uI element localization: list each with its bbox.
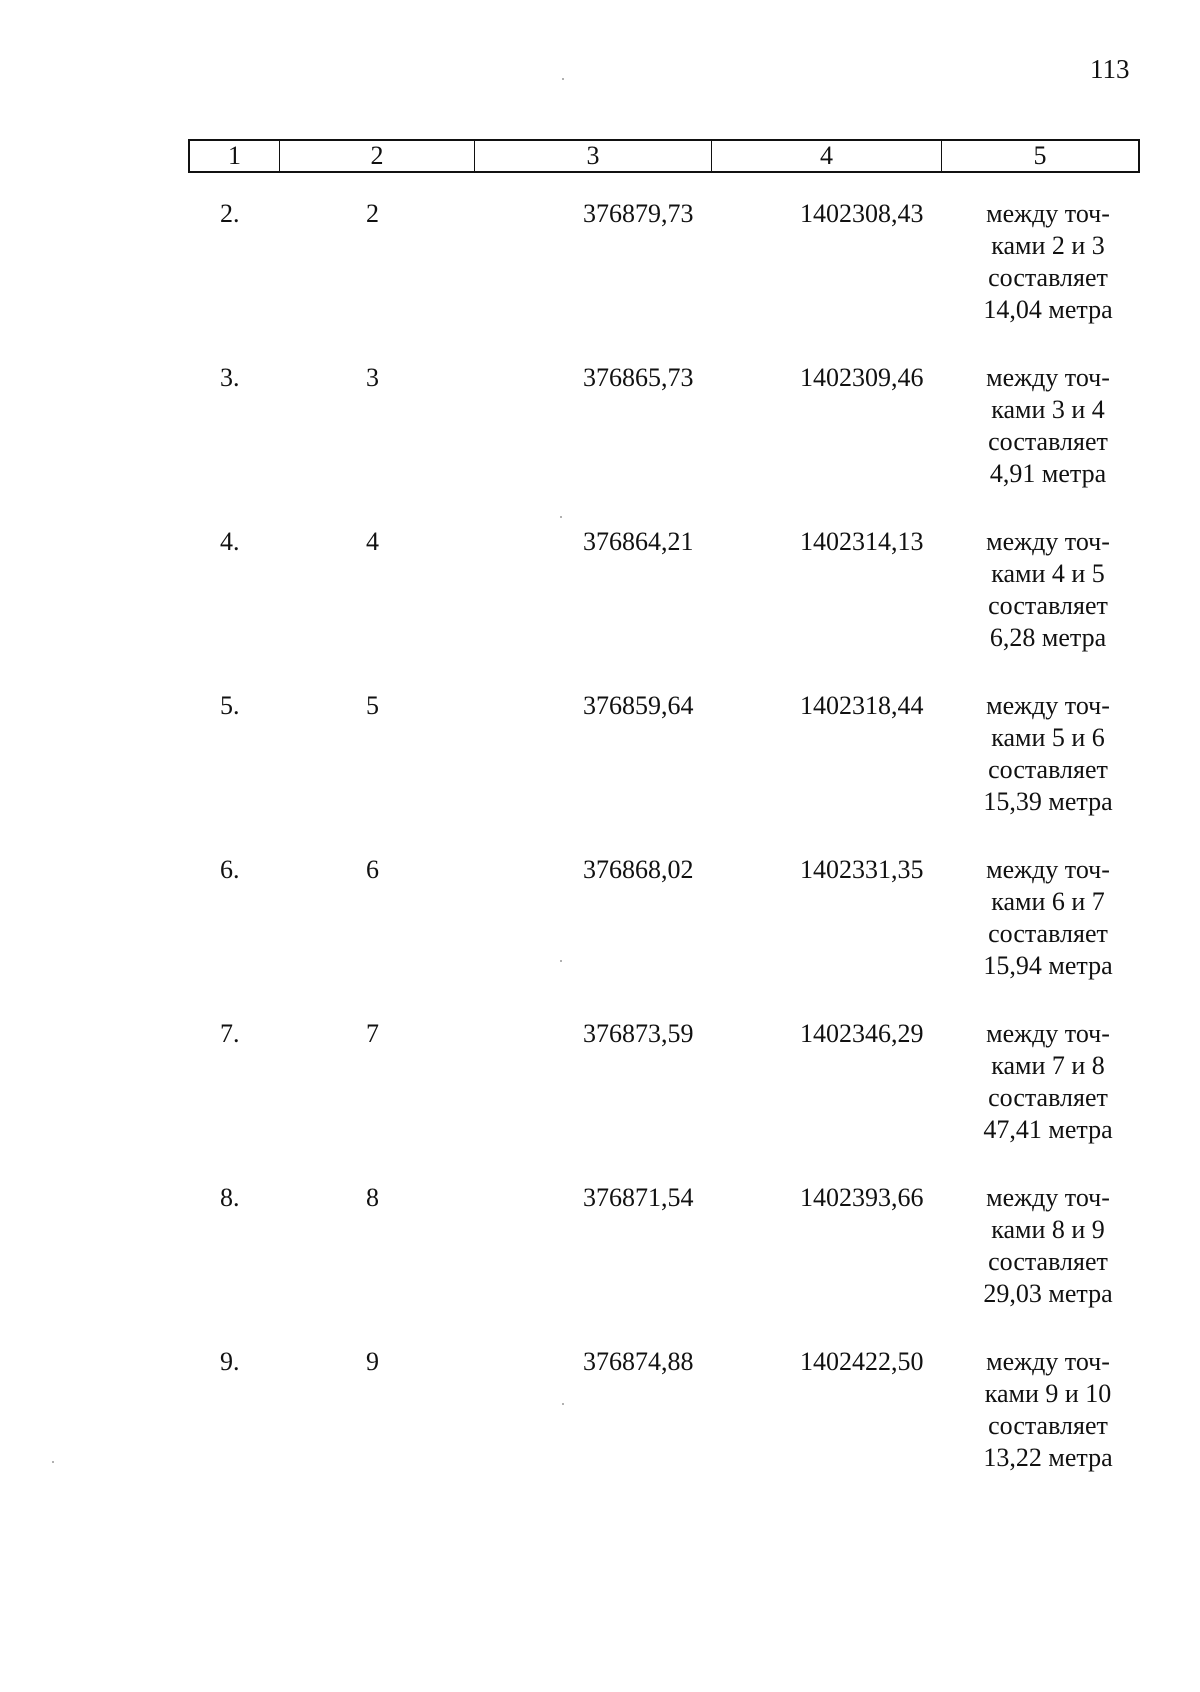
distance-description xyxy=(958,362,1138,490)
desc-line: 4,91 метра xyxy=(989,459,1107,488)
desc-line: между точ- xyxy=(986,363,1110,392)
desc-line: 15,39 метра xyxy=(983,787,1113,816)
desc-line: составляет xyxy=(988,1411,1108,1440)
row-number: 2. xyxy=(220,199,240,228)
coordinate-x: 376874,88 xyxy=(583,1347,694,1376)
row-number: 4. xyxy=(220,527,240,556)
point-number: 2 xyxy=(366,199,379,228)
desc-line: между точ- xyxy=(986,1347,1110,1376)
distance-description xyxy=(958,198,1138,326)
table-row xyxy=(188,1018,1140,1182)
scan-speck xyxy=(562,1403,564,1405)
coordinate-y: 1402314,13 xyxy=(800,527,924,556)
table-row xyxy=(188,854,1140,1018)
distance-description xyxy=(958,1182,1138,1310)
desc-line: составляет xyxy=(988,1083,1108,1112)
desc-line: между точ- xyxy=(986,1183,1110,1212)
desc-line: составляет xyxy=(988,919,1108,948)
desc-line: составляет xyxy=(988,427,1108,456)
coordinate-y: 1402308,43 xyxy=(800,199,924,228)
table-body xyxy=(188,198,1140,1510)
scan-speck xyxy=(562,78,564,80)
coordinate-x: 376865,73 xyxy=(583,363,694,392)
coordinate-x: 376859,64 xyxy=(583,691,694,720)
desc-line: ками 3 и 4 xyxy=(991,395,1105,424)
desc-line: между точ- xyxy=(986,199,1110,228)
coordinate-x: 376868,02 xyxy=(583,855,694,884)
coordinate-y: 1402393,66 xyxy=(800,1183,924,1212)
desc-line: 6,28 метра xyxy=(989,623,1107,652)
table-row xyxy=(188,1182,1140,1346)
distance-description xyxy=(958,1346,1138,1474)
header-cell-3: 3 xyxy=(475,141,712,171)
distance-description xyxy=(958,1018,1138,1146)
table-header xyxy=(188,139,1140,173)
desc-line: составляет xyxy=(988,263,1108,292)
coordinate-x: 376879,73 xyxy=(583,199,694,228)
desc-line: ками 4 и 5 xyxy=(991,559,1105,588)
point-number: 9 xyxy=(366,1347,379,1376)
desc-line: 29,03 метра xyxy=(983,1279,1113,1308)
coordinate-x: 376873,59 xyxy=(583,1019,694,1048)
coordinate-x: 376871,54 xyxy=(583,1183,694,1212)
distance-description xyxy=(958,854,1138,982)
point-number: 8 xyxy=(366,1183,379,1212)
header-cell-1: 1 xyxy=(190,141,280,171)
scan-speck xyxy=(560,960,562,962)
header-cell-4: 4 xyxy=(712,141,942,171)
coordinate-y: 1402331,35 xyxy=(800,855,924,884)
point-number: 4 xyxy=(366,527,379,556)
row-number: 6. xyxy=(220,855,240,884)
point-number: 6 xyxy=(366,855,379,884)
desc-line: между точ- xyxy=(986,691,1110,720)
desc-line: составляет xyxy=(988,591,1108,620)
table-row xyxy=(188,526,1140,690)
desc-line: 47,41 метра xyxy=(983,1115,1113,1144)
point-number: 7 xyxy=(366,1019,379,1048)
distance-description xyxy=(958,690,1138,818)
coordinate-y: 1402318,44 xyxy=(800,691,924,720)
desc-line: 14,04 метра xyxy=(983,295,1113,324)
row-number: 7. xyxy=(220,1019,240,1048)
desc-line: составляет xyxy=(988,1247,1108,1276)
row-number: 3. xyxy=(220,363,240,392)
desc-line: ками 7 и 8 xyxy=(991,1051,1105,1080)
desc-line: между точ- xyxy=(986,1019,1110,1048)
desc-line: ками 6 и 7 xyxy=(991,887,1105,916)
desc-line: 13,22 метра xyxy=(983,1443,1113,1472)
point-number: 5 xyxy=(366,691,379,720)
desc-line: ками 5 и 6 xyxy=(991,723,1105,752)
table-row xyxy=(188,690,1140,854)
header-cell-5: 5 xyxy=(1033,141,1047,170)
table-row xyxy=(188,198,1140,362)
coordinate-y: 1402346,29 xyxy=(800,1019,924,1048)
desc-line: ками 2 и 3 xyxy=(991,231,1105,260)
desc-line: ками 9 и 10 xyxy=(984,1379,1112,1408)
desc-line: ками 8 и 9 xyxy=(991,1215,1105,1244)
header-cell-2: 2 xyxy=(280,141,475,171)
scan-speck xyxy=(52,1461,54,1463)
table-row xyxy=(188,362,1140,526)
desc-line: 15,94 метра xyxy=(983,951,1113,980)
coordinate-y: 1402309,46 xyxy=(800,363,924,392)
page-number: 113 xyxy=(1090,54,1130,84)
desc-line: составляет xyxy=(988,755,1108,784)
coordinate-x: 376864,21 xyxy=(583,527,694,556)
table-row xyxy=(188,1346,1140,1510)
row-number: 9. xyxy=(220,1347,240,1376)
point-number: 3 xyxy=(366,363,379,392)
scan-speck xyxy=(560,516,562,518)
distance-description xyxy=(958,526,1138,654)
desc-line: между точ- xyxy=(986,527,1110,556)
coordinate-y: 1402422,50 xyxy=(800,1347,924,1376)
desc-line: между точ- xyxy=(986,855,1110,884)
row-number: 5. xyxy=(220,691,240,720)
row-number: 8. xyxy=(220,1183,240,1212)
